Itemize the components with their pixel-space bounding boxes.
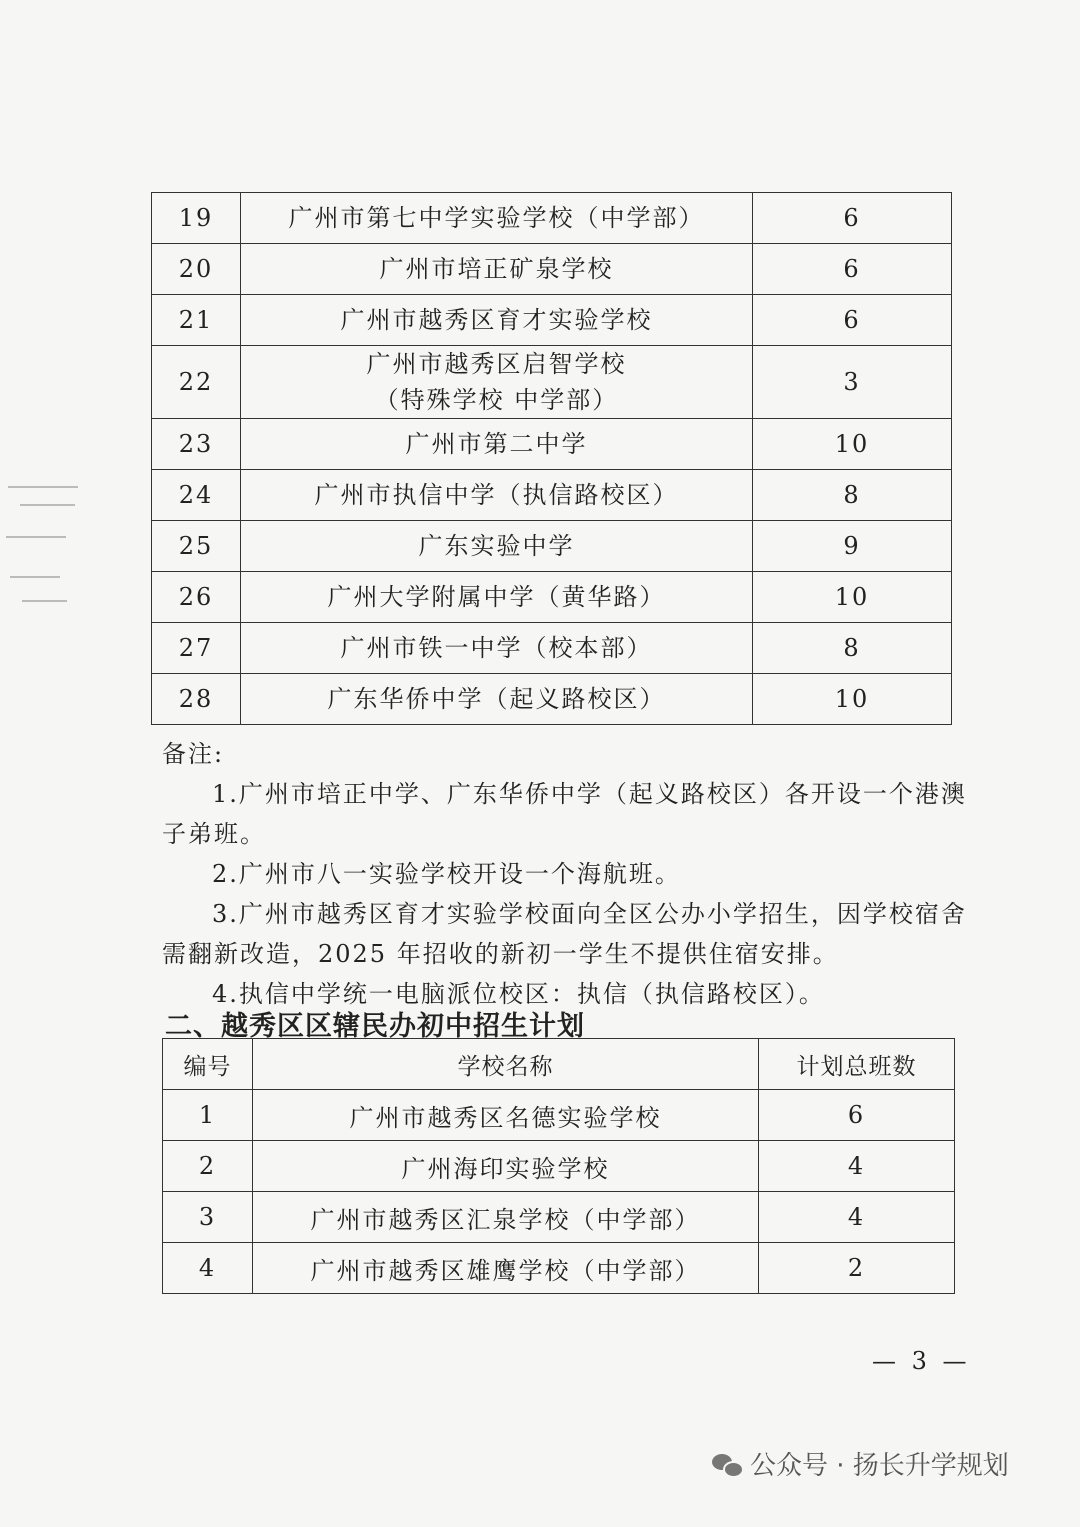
private-schools-table — [162, 1038, 955, 1294]
remark-item: 3.广州市越秀区育才实验学校面向全区公办小学招生，因学校宿舍需翻新改造，2025 年招收的新初一学生不提供住宿安排。 — [162, 900, 967, 968]
school-name: 广州海印实验学校 — [253, 1141, 759, 1192]
class-count: 6 — [759, 1090, 955, 1141]
school-name: 广州市第二中学 — [241, 419, 753, 470]
table-row — [163, 1141, 955, 1192]
school-name-line-1: 广州市越秀区启智学校 — [366, 350, 627, 378]
watermark — [712, 1445, 1009, 1482]
school-name: 广州市越秀区育才实验学校 — [241, 295, 753, 346]
table-row — [163, 1192, 955, 1243]
row-number: 23 — [152, 419, 241, 470]
row-number: 19 — [152, 193, 241, 244]
school-name: 广州市铁一中学（校本部） — [241, 623, 753, 674]
row-number: 1 — [163, 1090, 253, 1141]
school-name: 广州市培正矿泉学校 — [241, 244, 753, 295]
class-count: 6 — [753, 295, 952, 346]
page-number: — 3 — — [872, 1347, 971, 1375]
school-name-line-2: （特殊学校 中学部） — [374, 386, 619, 414]
class-count: 4 — [759, 1192, 955, 1243]
table-row — [152, 193, 952, 244]
table-row — [152, 623, 952, 674]
class-count: 6 — [753, 244, 952, 295]
scan-artifacts — [0, 460, 85, 620]
row-number: 24 — [152, 470, 241, 521]
class-count: 2 — [759, 1243, 955, 1294]
school-name: 广州市第七中学实验学校（中学部） — [241, 193, 753, 244]
class-count: 10 — [753, 419, 952, 470]
remark-item: 4.执信中学统一电脑派位校区：执信（执信路校区）。 — [212, 980, 825, 1008]
header-school-name: 学校名称 — [253, 1039, 759, 1090]
table-row — [152, 572, 952, 623]
class-count: 10 — [753, 674, 952, 725]
school-name — [241, 346, 753, 419]
school-name: 广州市越秀区汇泉学校（中学部） — [253, 1192, 759, 1243]
class-count: 8 — [753, 623, 952, 674]
wechat-icon — [712, 1452, 742, 1476]
row-number: 28 — [152, 674, 241, 725]
table-row — [152, 244, 952, 295]
table-row — [163, 1090, 955, 1141]
public-schools-table-continued — [151, 192, 952, 725]
row-number: 3 — [163, 1192, 253, 1243]
row-number: 21 — [152, 295, 241, 346]
row-number: 26 — [152, 572, 241, 623]
school-name: 广州大学附属中学（黄华路） — [241, 572, 753, 623]
school-name: 广州市执信中学（执信路校区） — [241, 470, 753, 521]
table-row — [152, 419, 952, 470]
section-heading: 二、越秀区区辖民办初中招生计划 — [165, 1011, 585, 1042]
remarks-title: 备注: — [162, 740, 225, 768]
remark-item: 2.广州市八一实验学校开设一个海航班。 — [212, 860, 681, 888]
class-count: 4 — [759, 1141, 955, 1192]
school-name: 广州市越秀区名德实验学校 — [253, 1090, 759, 1141]
table-row — [152, 674, 952, 725]
row-number: 22 — [152, 346, 241, 419]
watermark-text: 公众号 · 扬长升学规划 — [750, 1451, 1009, 1481]
remark-item: 1.广州市培正中学、广东华侨中学（起义路校区）各开设一个港澳子弟班。 — [162, 780, 967, 848]
header-class-count: 计划总班数 — [759, 1039, 955, 1090]
row-number: 4 — [163, 1243, 253, 1294]
table-row — [152, 295, 952, 346]
header-number: 编号 — [163, 1039, 253, 1090]
table-header-row — [163, 1039, 955, 1090]
class-count: 6 — [753, 193, 952, 244]
table-row — [152, 470, 952, 521]
school-name: 广东华侨中学（起义路校区） — [241, 674, 753, 725]
class-count: 10 — [753, 572, 952, 623]
table-row — [152, 346, 952, 419]
table-row — [152, 521, 952, 572]
class-count: 9 — [753, 521, 952, 572]
remarks-section — [162, 734, 972, 1014]
table-row — [163, 1243, 955, 1294]
row-number: 25 — [152, 521, 241, 572]
class-count: 8 — [753, 470, 952, 521]
row-number: 20 — [152, 244, 241, 295]
class-count: 3 — [753, 346, 952, 419]
row-number: 27 — [152, 623, 241, 674]
school-name: 广州市越秀区雄鹰学校（中学部） — [253, 1243, 759, 1294]
school-name: 广东实验中学 — [241, 521, 753, 572]
row-number: 2 — [163, 1141, 253, 1192]
